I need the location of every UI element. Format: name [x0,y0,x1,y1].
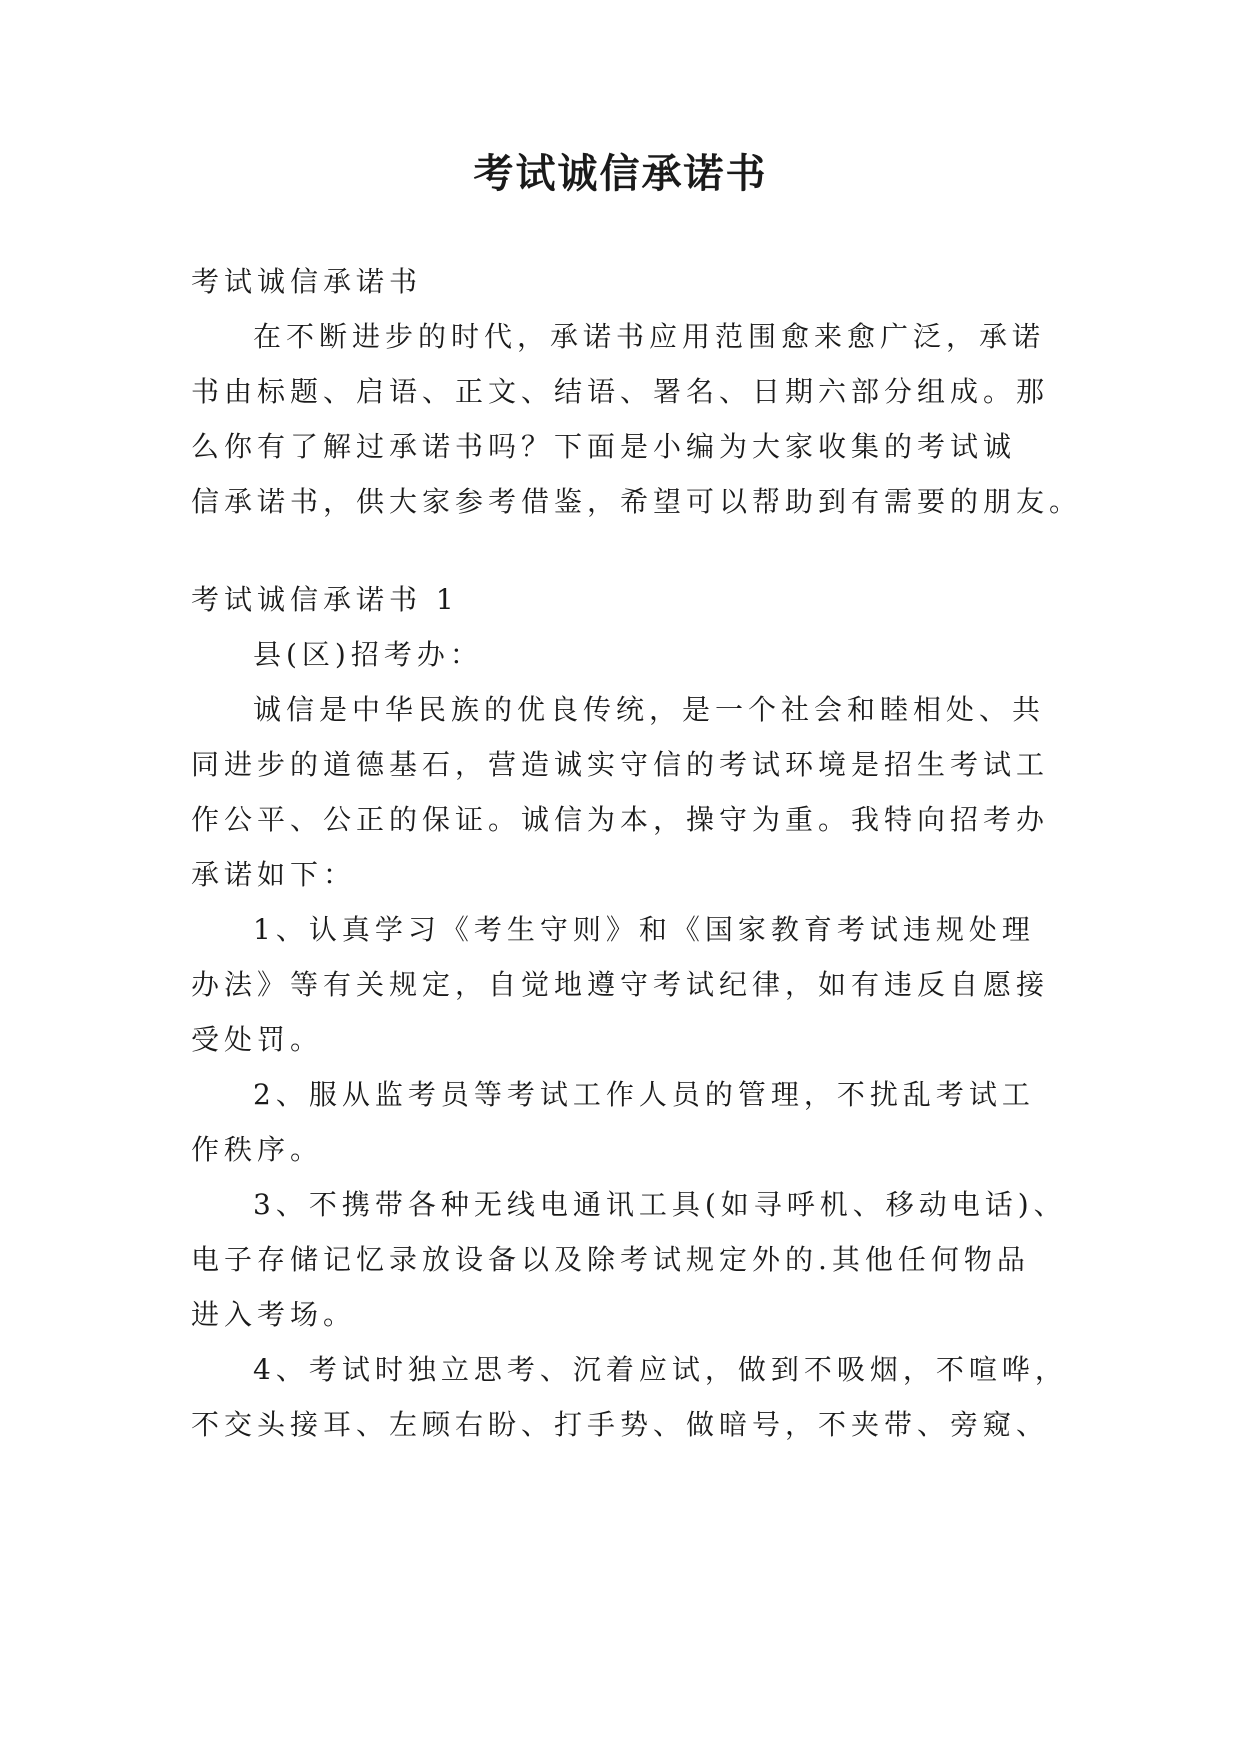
intro-paragraph-line: 在不断进步的时代，承诺书应用范围愈来愈广泛，承诺 [253,320,1046,353]
pledge-item-line: 不交头接耳、左顾右盼、打手势、做暗号，不夹带、旁窥、 [191,1408,1050,1441]
salutation: 县(区)招考办： [253,638,483,671]
pledge-item-line: 受处罚。 [191,1023,324,1056]
section-heading: 考试诚信承诺书 [191,265,423,298]
pledge-item-line: 电子存储记忆录放设备以及除考试规定外的.其他任何物品 [191,1243,1030,1276]
pledge-item-line: 作秩序。 [191,1133,324,1166]
pledge-item-line: 3、不携带各种无线电通讯工具(如寻呼机、移动电话)、 [253,1188,1067,1221]
pledge-item-line: 2、服从监考员等考试工作人员的管理，不扰乱考试工 [253,1078,1035,1111]
intro-paragraph-line: 书由标题、启语、正文、结语、署名、日期六部分组成。那 [191,375,1050,408]
section-heading: 考试诚信承诺书 1 [191,583,459,616]
pledge-item-line: 4、考试时独立思考、沉着应试，做到不吸烟，不喧哗， [253,1353,1068,1386]
intro-paragraph-line: 么你有了解过承诺书吗？下面是小编为大家收集的考试诚 [191,430,1017,463]
document-title: 考试诚信承诺书 [473,151,768,197]
intro-paragraph-line: 信承诺书，供大家参考借鉴，希望可以帮助到有需要的朋友。 [191,485,1083,518]
paragraph-line: 同进步的道德基石，营造诚实守信的考试环境是招生考试工 [191,748,1050,781]
paragraph-line: 诚信是中华民族的优良传统，是一个社会和睦相处、共 [253,693,1046,726]
pledge-item-line: 办法》等有关规定，自觉地遵守考试纪律，如有违反自愿接 [191,968,1050,1001]
pledge-item-line: 进入考场。 [191,1298,357,1331]
paragraph-line: 作公平、公正的保证。诚信为本，操守为重。我特向招考办 [191,803,1050,836]
pledge-item-line: 1、认真学习《考生守则》和《国家教育考试违规处理 [253,913,1035,946]
paragraph-line: 承诺如下： [191,858,357,891]
